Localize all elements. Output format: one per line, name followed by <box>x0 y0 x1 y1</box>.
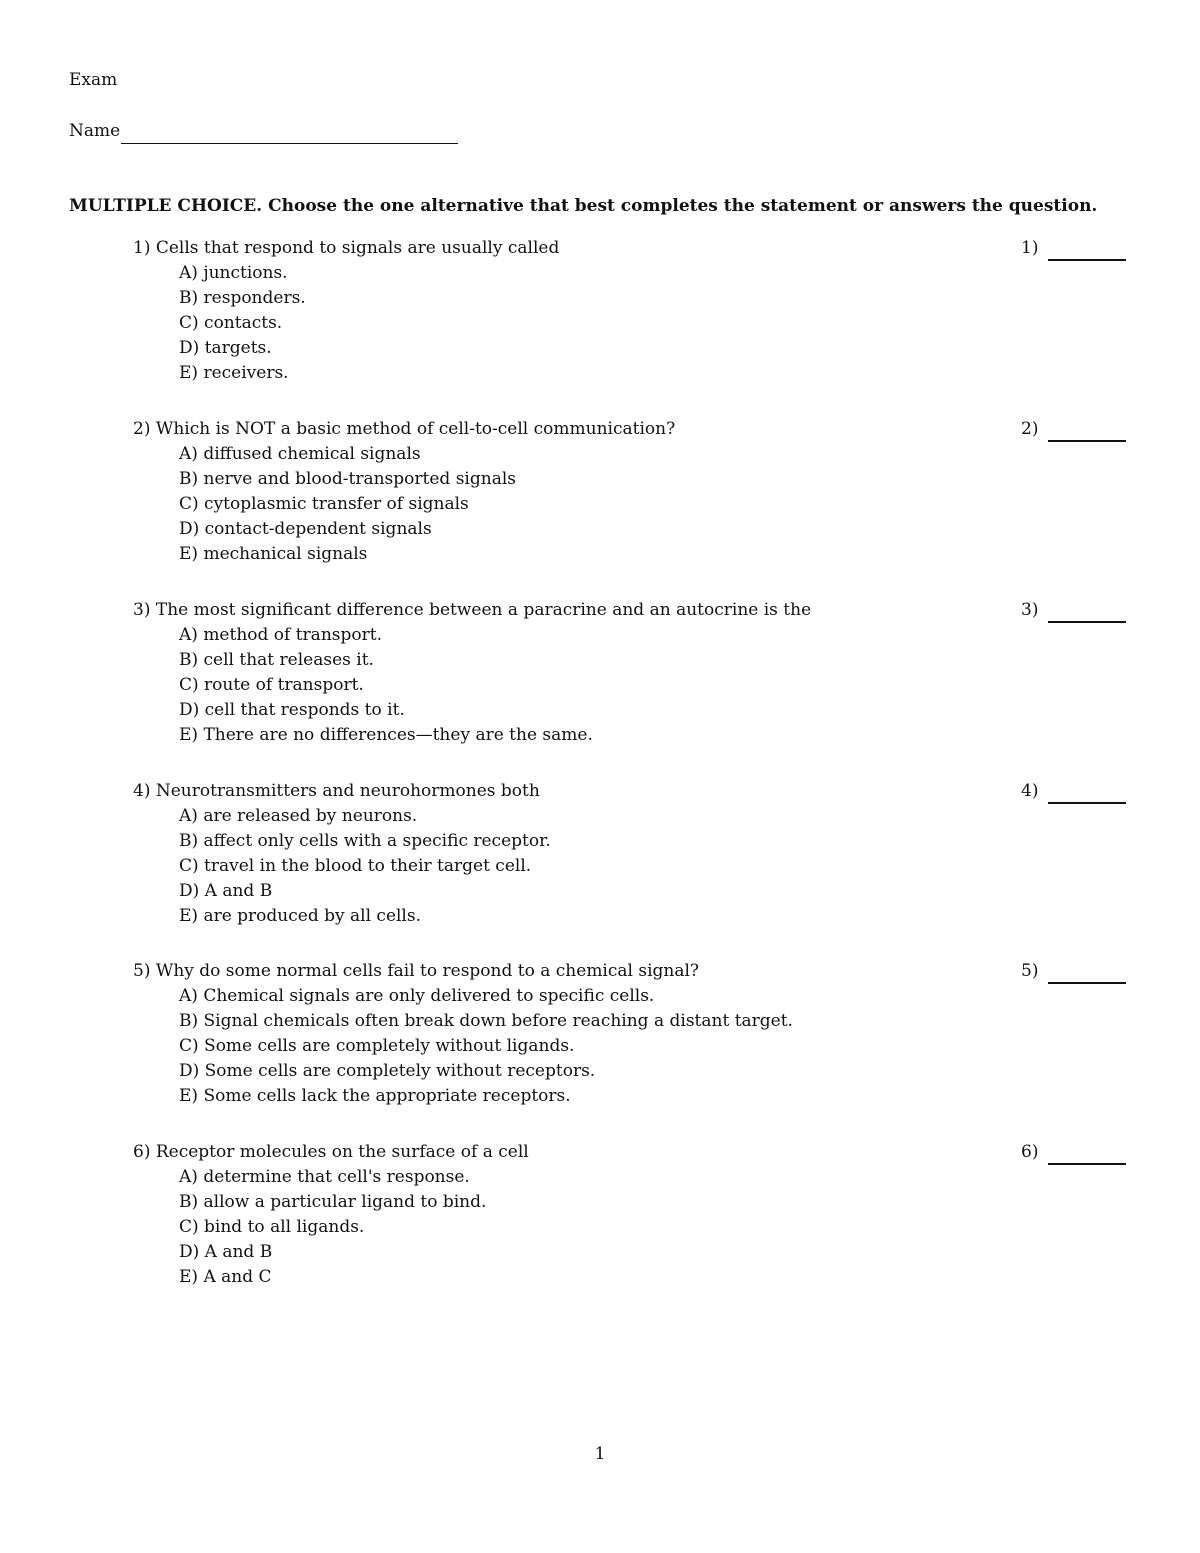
question-stem: 1) Cells that respond to signals are usually called <box>133 238 560 258</box>
question-stem: 4) Neurotransmitters and neurohormones both <box>133 781 540 801</box>
answer-label: 3) <box>1021 600 1039 620</box>
question-2 <box>133 417 1133 567</box>
option-a: A) determine that cell's response. <box>179 1167 470 1187</box>
option-b: B) cell that releases it. <box>179 650 374 670</box>
answer-slot[interactable] <box>1021 598 1126 623</box>
option-d: D) cell that responds to it. <box>179 700 405 720</box>
option-d: D) Some cells are completely without receptors. <box>179 1061 596 1081</box>
option-a: A) are released by neurons. <box>179 806 418 826</box>
answer-blank-line[interactable] <box>1048 241 1126 261</box>
question-stem: 5) Why do some normal cells fail to respond to a chemical signal? <box>133 961 700 981</box>
name-blank-line[interactable] <box>121 125 458 144</box>
option-b: B) allow a particular ligand to bind. <box>179 1192 487 1212</box>
option-c: C) bind to all ligands. <box>179 1217 365 1237</box>
option-e: E) There are no differences—they are the same. <box>179 725 593 745</box>
exam-title: Exam <box>69 70 118 90</box>
answer-label: 2) <box>1021 419 1039 439</box>
option-a: A) method of transport. <box>179 625 382 645</box>
question-3 <box>133 598 1133 748</box>
option-d: D) A and B <box>179 881 273 901</box>
name-field[interactable] <box>69 119 458 144</box>
question-stem: 3) The most significant difference between a paracrine and an autocrine is the <box>133 600 812 620</box>
question-6 <box>133 1140 1133 1290</box>
question-4 <box>133 779 1133 929</box>
option-e: E) are produced by all cells. <box>179 906 422 926</box>
answer-label: 6) <box>1021 1142 1039 1162</box>
option-a: A) Chemical signals are only delivered to specific cells. <box>179 986 655 1006</box>
option-c: C) Some cells are completely without ligands. <box>179 1036 575 1056</box>
option-d: D) contact-dependent signals <box>179 519 432 539</box>
name-label: Name <box>69 121 121 141</box>
option-b: B) nerve and blood-transported signals <box>179 469 516 489</box>
option-b: B) responders. <box>179 288 306 308</box>
option-d: D) A and B <box>179 1242 273 1262</box>
option-e: E) mechanical signals <box>179 544 368 564</box>
answer-slot[interactable] <box>1021 1140 1126 1165</box>
answer-blank-line[interactable] <box>1048 603 1126 623</box>
answer-slot[interactable] <box>1021 417 1126 442</box>
question-stem: 6) Receptor molecules on the surface of a cell <box>133 1142 529 1162</box>
question-5 <box>133 959 1133 1109</box>
option-e: E) Some cells lack the appropriate receptors. <box>179 1086 571 1106</box>
instructions: MULTIPLE CHOICE. Choose the one alternative that best completes the statement or answers the question. <box>69 196 1098 216</box>
option-e: E) receivers. <box>179 363 289 383</box>
option-b: B) Signal chemicals often break down before reaching a distant target. <box>179 1011 793 1031</box>
answer-blank-line[interactable] <box>1048 964 1126 984</box>
option-c: C) route of transport. <box>179 675 364 695</box>
answer-label: 5) <box>1021 961 1039 981</box>
option-c: C) contacts. <box>179 313 283 333</box>
page-number: 1 <box>594 1444 606 1464</box>
option-c: C) travel in the blood to their target cell. <box>179 856 532 876</box>
option-c: C) cytoplasmic transfer of signals <box>179 494 469 514</box>
answer-blank-line[interactable] <box>1048 784 1126 804</box>
answer-label: 4) <box>1021 781 1039 801</box>
question-stem: 2) Which is NOT a basic method of cell-to-cell communication? <box>133 419 676 439</box>
option-e: E) A and C <box>179 1267 272 1287</box>
option-a: A) diffused chemical signals <box>179 444 421 464</box>
answer-blank-line[interactable] <box>1048 1145 1126 1165</box>
answer-slot[interactable] <box>1021 779 1126 804</box>
question-1 <box>133 236 1133 386</box>
answer-blank-line[interactable] <box>1048 422 1126 442</box>
option-d: D) targets. <box>179 338 272 358</box>
option-b: B) affect only cells with a specific receptor. <box>179 831 551 851</box>
answer-slot[interactable] <box>1021 959 1126 984</box>
answer-slot[interactable] <box>1021 236 1126 261</box>
answer-label: 1) <box>1021 238 1039 258</box>
option-a: A) junctions. <box>179 263 288 283</box>
